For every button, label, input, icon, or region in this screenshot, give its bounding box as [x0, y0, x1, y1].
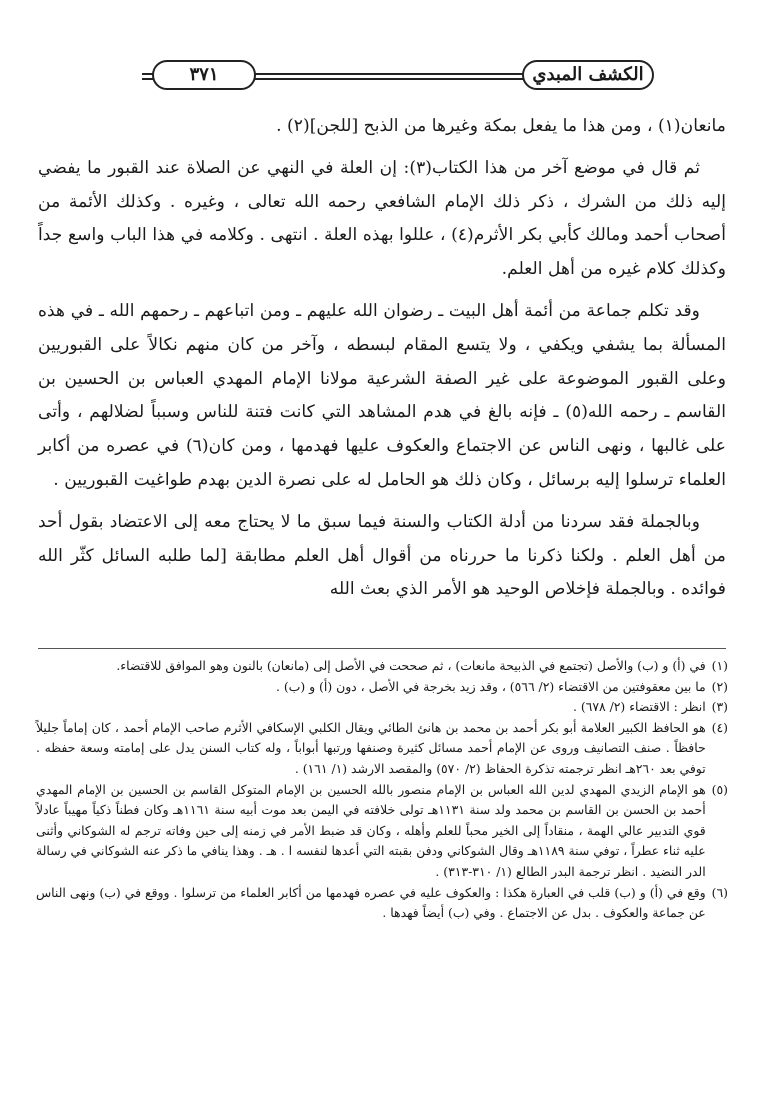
footnote: [36, 780, 728, 883]
footnote: [36, 718, 728, 780]
book-title-cartouche: [522, 60, 654, 90]
footnote: [36, 677, 728, 698]
footnote-text: انظر : الاقتضاء (٢/ ٦٧٨) .: [572, 699, 706, 715]
footnote-marker: (٢): [711, 678, 728, 694]
main-text: [38, 110, 726, 607]
footnote-text: وقع في (أ) و (ب) قلب في العبارة هكذا : والعكوف عليه في عصره فهدمها من أكابر العلماء من ترسلوا . ووقع في (ب) ونهى الناس عن جماعة والعكوف . بدل عن الاجتماع . وفي (ب) أيضاً فهدها .: [36, 884, 706, 921]
footnote-text: ما بين معقوفتين من الاقتضاء (٢/ ٥٦٦) ، وقد زيد بخرجة في الأصل ، دون (أ) و (ب) .: [275, 678, 706, 694]
footnote-separator: [38, 648, 726, 649]
footnote: [36, 697, 728, 718]
footnote-marker: (٣): [711, 699, 728, 715]
footnote-marker: (٦): [711, 884, 728, 900]
footnote-text: هو الإمام الزيدي المهدي لدين الله العباس بن الإمام منصور بالله الحسين بن الإمام المتوكل القاسم بن الحسين بن الإمام المهدي أحمد بن الحسن بن القاسم بن محمد ولد سنة ١١٣١هـ تولى خلافته في اليمن بعد موت أبيه سنة ١١٦١هـ وكان فطناً ذكياً مهيباً عادلاً قوي التدبير عالي الهمة ، منقاداً إلى الخير محباً للعلم وأهله ، وكان قد ضبط الأمر في زمنه إلى حين وفاته ترجم له الشوكاني وأثنى عليه ثناء عطراً ، توفي سنة ١١٨٩هـ وقال الشوكاني ودفن بقبته التي أعدها لنفسه ا . هـ . وهذا ينافي ما ذكر عنه الشوكاني في رسالة الدر النضيد . انظر ترجمة البدر الطالع (١/ ٣١٠-٣١٣) .: [36, 781, 706, 879]
footnote-marker: (٤): [711, 719, 728, 735]
book-title: الكشف المبدي: [532, 64, 644, 85]
footnote-marker: (٥): [711, 781, 728, 797]
footnote-marker: (١): [711, 658, 728, 673]
page-number: ٣٧١: [189, 64, 219, 85]
page-number-cartouche: [152, 60, 256, 90]
footnotes: [36, 656, 728, 924]
footnote-text: هو الحافظ الكبير العلامة أبو بكر أحمد بن محمد بن هانئ الطائي ويقال الكلبي الإسكافي الأثرم صاحب الإمام أحمد ، كان إماماً جليلاً حافظاً . صنف التصانيف وروى عن الإمام أحمد مسائل كثيرة وصنفها ورتبها أبواباً ، وله كتاب السنن يدل على إمامته وسعة حفظه . توفي بعد ٢٦٠هـ انظر ترجمته تذكرة الحفاظ (٢/ ٥٧٠) والمقصد الارشد (١/ ١٦١) .: [36, 719, 706, 776]
paragraph: وقد تكلم جماعة من أئمة أهل البيت ـ رضوان الله عليهم ـ ومن اتباعهم ـ رحمهم الله ـ في هذه المسألة بما يشفي ويكفي ، ولا يتسع المقام لبسطه ، وآخر من كان منهم نكالاً على القبوريين وعلى القبور الموضوعة على غير الصفة الشرعية مولانا الإمام المهدي العباس بن الحسين بن القاسم ـ رحمه الله(٥) ـ فإنه بالغ في هدم المشاهد التي كانت فتنة للناس وسبباً لضلالهم ، وأتى على غالبها ، ونهى الناس عن الاجتماع والعكوف عليها فهدمها ، ومن كان(٦) في عصره من أكابر العلماء ترسلوا إليه برسائل ، وكان ذلك هو الحامل له على نصرة الدين بهدم طواغيت القبوريين .: [38, 300, 726, 490]
paragraph: ثم قال في موضع آخر من هذا الكتاب(٣): إن العلة في النهي عن الصلاة عند القبور ما يفضي إليه ذلك من الشرك ، ذكر ذلك الإمام الشافعي رحمه الله تعالى ، وغيره . وكذلك الأئمة من أصحاب أحمد ومالك كأبي بكر الأثرم(٤) ، عللوا بهذه العلة . انتهى . وكلامه في هذا الباب واسع جداً وكذلك كلام غيره من أهل العلم.: [38, 157, 726, 280]
footnote: [36, 883, 728, 924]
footnote-text: في (أ) و (ب) والأصل (تجتمع في الذبيحة مانعات) ، ثم صححت في الأصل إلى (مانعان) بالنون وهو الموافق للاقتضاء.: [116, 658, 706, 673]
paragraph: مانعان(١) ، ومن هذا ما يفعل بمكة وغيرها من الذبح [للجن](٢) .: [276, 116, 726, 136]
paragraph: وبالجملة فقد سردنا من أدلة الكتاب والسنة فيما سبق ما لا يحتاج معه إلى الاعتضاد بقول أحد من أهل العلم . ولكنا ذكرنا ما حررناه من أقوال أهل العلم مطابقة [لما طلبه السائل كثّر الله فوائده . وبالجملة فإخلاص الوحيد هو الأمر الذي بعث الله: [38, 511, 726, 600]
footnote: [36, 656, 728, 677]
running-header: [112, 54, 682, 98]
